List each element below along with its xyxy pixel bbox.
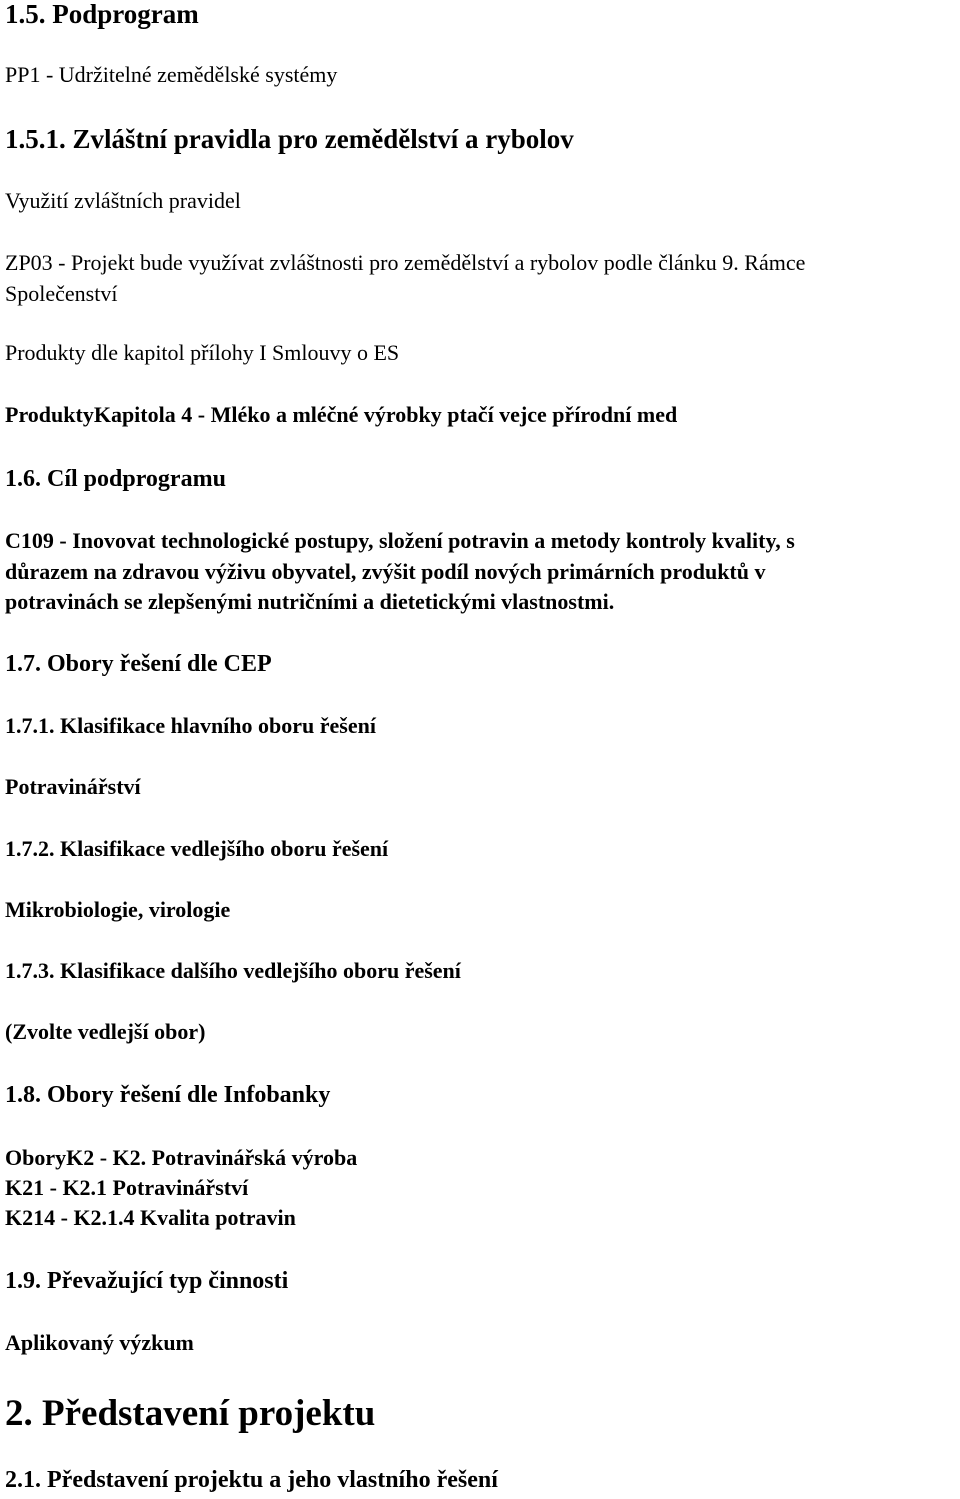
special-rules-text-line-2: Společenství — [5, 281, 118, 306]
section-2-1-heading: 2.1. Představení projektu a jeho vlastního řešení — [5, 1467, 498, 1493]
section-1-9-heading: 1.9. Převažující typ činnosti — [5, 1268, 289, 1294]
section-1-6-heading: 1.6. Cíl podprogramu — [5, 466, 226, 492]
section-1-7-2-heading: 1.7.2. Klasifikace vedlejšího oboru řešení — [5, 836, 389, 861]
special-rules-text-line-1: ZP03 - Projekt bude využívat zvláštnosti pro zemědělství a rybolov podle článku 9. Rámce — [5, 250, 806, 275]
main-field-value: Potravinářství — [5, 774, 141, 799]
secondary-field-value: Mikrobiologie, virologie — [5, 897, 231, 922]
subprogram-value: PP1 - Udržitelné zemědělské systémy — [5, 62, 338, 87]
section-1-7-3-heading: 1.7.3. Klasifikace dalšího vedlejšího oboru řešení — [5, 958, 461, 983]
section-1-5-1-heading: 1.5.1. Zvláštní pravidla pro zemědělství a rybolov — [5, 124, 574, 154]
section-2-heading: 2. Představení projektu — [5, 1393, 376, 1434]
infobank-line-1: OboryK2 - K2. Potravinářská výroba — [5, 1145, 358, 1170]
section-1-7-1-heading: 1.7.1. Klasifikace hlavního oboru řešení — [5, 713, 376, 738]
activity-type-value: Aplikovaný výzkum — [5, 1330, 194, 1355]
goal-text-line-3: potravinách se zlepšenými nutričními a dietetickými vlastnostmi. — [5, 589, 615, 614]
other-field-value: (Zvolte vedlejší obor) — [5, 1019, 206, 1044]
products-value: ProduktyKapitola 4 - Mléko a mléčné výrobky ptačí vejce přírodní med — [5, 402, 678, 427]
section-1-8-heading: 1.8. Obory řešení dle Infobanky — [5, 1082, 331, 1108]
special-rules-subheading: Využití zvláštních pravidel — [5, 188, 241, 213]
infobank-line-2: K21 - K2.1 Potravinářství — [5, 1175, 249, 1200]
section-1-5-heading: 1.5. Podprogram — [5, 0, 199, 29]
section-1-7-heading: 1.7. Obory řešení dle CEP — [5, 651, 272, 677]
goal-text-line-1: C109 - Inovovat technologické postupy, složení potravin a metody kontroly kvality, s — [5, 528, 795, 553]
infobank-line-3: K214 - K2.1.4 Kvalita potravin — [5, 1205, 296, 1230]
products-heading: Produkty dle kapitol přílohy I Smlouvy o ES — [5, 340, 400, 365]
goal-text-line-2: důrazem na zdravou výživu obyvatel, zvýšit podíl nových primárních produktů v — [5, 559, 766, 584]
